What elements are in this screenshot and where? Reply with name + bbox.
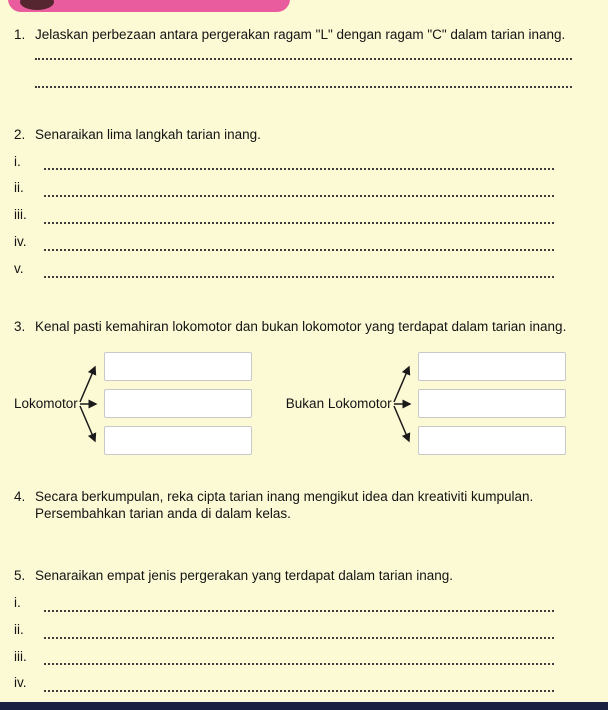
question-1 [14,26,572,44]
question-5 [14,567,572,585]
lokomotor-diagram [14,352,572,456]
roman-numeral: v. [14,260,24,276]
question-2-text: Senaraikan lima langkah tarian inang. [35,126,261,142]
question-4 [14,488,572,524]
roman-numeral: ii. [14,180,24,196]
answer-line [44,182,554,197]
roman-numeral: iv. [14,234,27,250]
question-5-text: Senaraikan empat jenis pergerakan yang terdapat dalam tarian inang. [35,568,454,584]
lokomotor-boxes [104,352,252,455]
answer-box [104,389,252,418]
answer-box [104,352,252,381]
answer-row [14,648,572,666]
bottom-bar [0,702,608,710]
answer-box [104,426,252,455]
roman-numeral: iv. [14,675,27,691]
bukan-lokomotor-cluster [286,352,566,456]
answer-line [35,44,572,60]
answer-row [14,621,572,639]
answer-line [35,60,572,88]
lokomotor-cluster [14,352,252,456]
answer-row [14,674,572,692]
roman-numeral: i. [14,153,21,169]
answer-line [44,209,554,224]
answer-line [44,236,554,251]
roman-numeral: ii. [14,621,24,637]
answer-line [44,597,554,612]
question-4-number: 4. [14,488,26,504]
roman-numeral: i. [14,594,21,610]
arrow-connectors-icon [78,352,104,456]
question-4-text: Secara berkumpulan, reka cipta tarian inang mengikut idea dan kreativiti kumpulan. Persembahkan tarian anda di dalam kelas. [35,488,534,522]
question-1-text: Jelaskan perbezaan antara pergerakan ragam "L" dengan ragam "C" dalam tarian inang. [35,27,566,42]
bukan-lokomotor-label: Bukan Lokomotor [285,395,392,411]
arrow-connectors-icon [392,352,418,456]
question-1-number: 1. [14,27,26,42]
answer-line [44,624,554,639]
question-3 [14,318,572,336]
answer-row [14,206,572,224]
question-2 [14,126,572,144]
answer-row [14,594,572,612]
answer-row [14,179,572,197]
answer-row [14,153,572,171]
answer-line [44,677,554,692]
question-2-number: 2. [14,126,26,142]
answer-row [14,233,572,251]
bukan-lokomotor-boxes [418,352,566,455]
question-3-text: Kenal pasti kemahiran lokomotor dan bukan lokomotor yang terdapat dalam tarian inang. [35,318,567,334]
answer-box [418,426,566,455]
question-3-number: 3. [14,318,26,334]
answer-box [418,352,566,381]
answer-line [44,263,554,278]
lokomotor-label: Lokomotor [14,395,78,411]
roman-numeral: iii. [14,207,27,223]
answer-row [14,260,572,278]
question-5-number: 5. [14,568,26,584]
answer-line [44,650,554,665]
answer-line [44,155,554,170]
answer-box [418,389,566,418]
roman-numeral: iii. [14,648,27,664]
